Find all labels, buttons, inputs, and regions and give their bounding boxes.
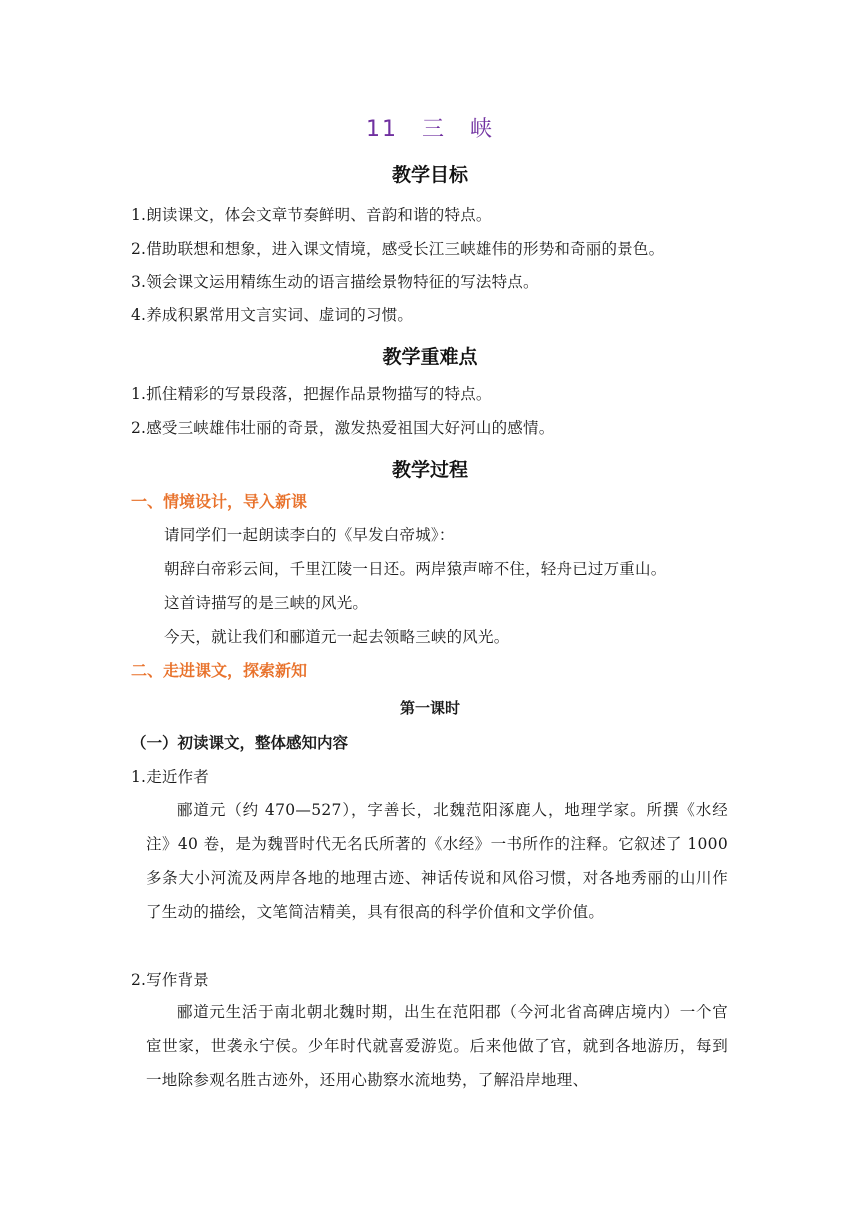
process-heading: 教学过程 [391, 459, 468, 481]
objective-item: 4.养成积累常用文言实词、虚词的习惯。 [131, 306, 414, 324]
background-paragraph: 郦道元生活于南北朝北魏时期，出生在范阳郡（今河北省高碑店境内）一个官宦世家，世袭永宁侯。少年时代就喜爱游览。后来他做了官，就到各地游历，每到一地除参观名胜古迹外，还用心勘察水流地势，了解沿岸地理、 [146, 1003, 728, 1089]
section-line: 请同学们一起朗读李白的《早发白帝城》： [164, 526, 455, 544]
item-label: 1.走近作者 [131, 768, 209, 786]
section-line: 今天，就让我们和郦道元一起去领略三峡的风光。 [164, 628, 510, 646]
section-heading: 一、情境设计，导入新课 [131, 492, 308, 511]
author-paragraph: 郦道元（约 470—527），字善长，北魏范阳涿鹿人，地理学家。所撰《水经注》40 卷，是为魏晋时代无名氏所著的《水经》一书所作的注释。它叙述了 1000 多条大小河流及两岸各地的地理古迹、神话传说和风俗习惯，对各地秀丽的山川作了生动的描绘，文笔简洁精美，具有很高的科学价值和文学价值。 [146, 801, 728, 921]
key-point-item: 1.抓住精彩的写景段落，把握作品景物描写的特点。 [131, 385, 492, 403]
lesson-label: 第一课时 [399, 699, 460, 717]
document-title: 11 三 峡 [366, 117, 494, 142]
key-points-heading: 教学重难点 [382, 346, 478, 368]
poem-line: 朝辞白帝彩云间，千里江陵一日还。两岸猿声啼不住，轻舟已过万重山。 [164, 560, 667, 578]
item-label: 2.写作背景 [131, 971, 209, 989]
objective-item: 2.借助联想和想象，进入课文情境，感受长江三峡雄伟的形势和奇丽的景色。 [131, 240, 665, 258]
objectives-heading: 教学目标 [391, 164, 468, 186]
key-point-item: 2.感受三峡雄伟壮丽的奇景，激发热爱祖国大好河山的感情。 [131, 419, 555, 437]
objective-item: 1.朗读课文，体会文章节奏鲜明、音韵和谐的特点。 [131, 206, 492, 224]
objective-item: 3.领会课文运用精练生动的语言描绘景物特征的写法特点。 [131, 273, 539, 291]
subsection-heading: （一）初读课文，整体感知内容 [131, 734, 349, 752]
section-heading: 二、走进课文，探索新知 [131, 661, 308, 680]
section-line: 这首诗描写的是三峡的风光。 [164, 594, 369, 612]
